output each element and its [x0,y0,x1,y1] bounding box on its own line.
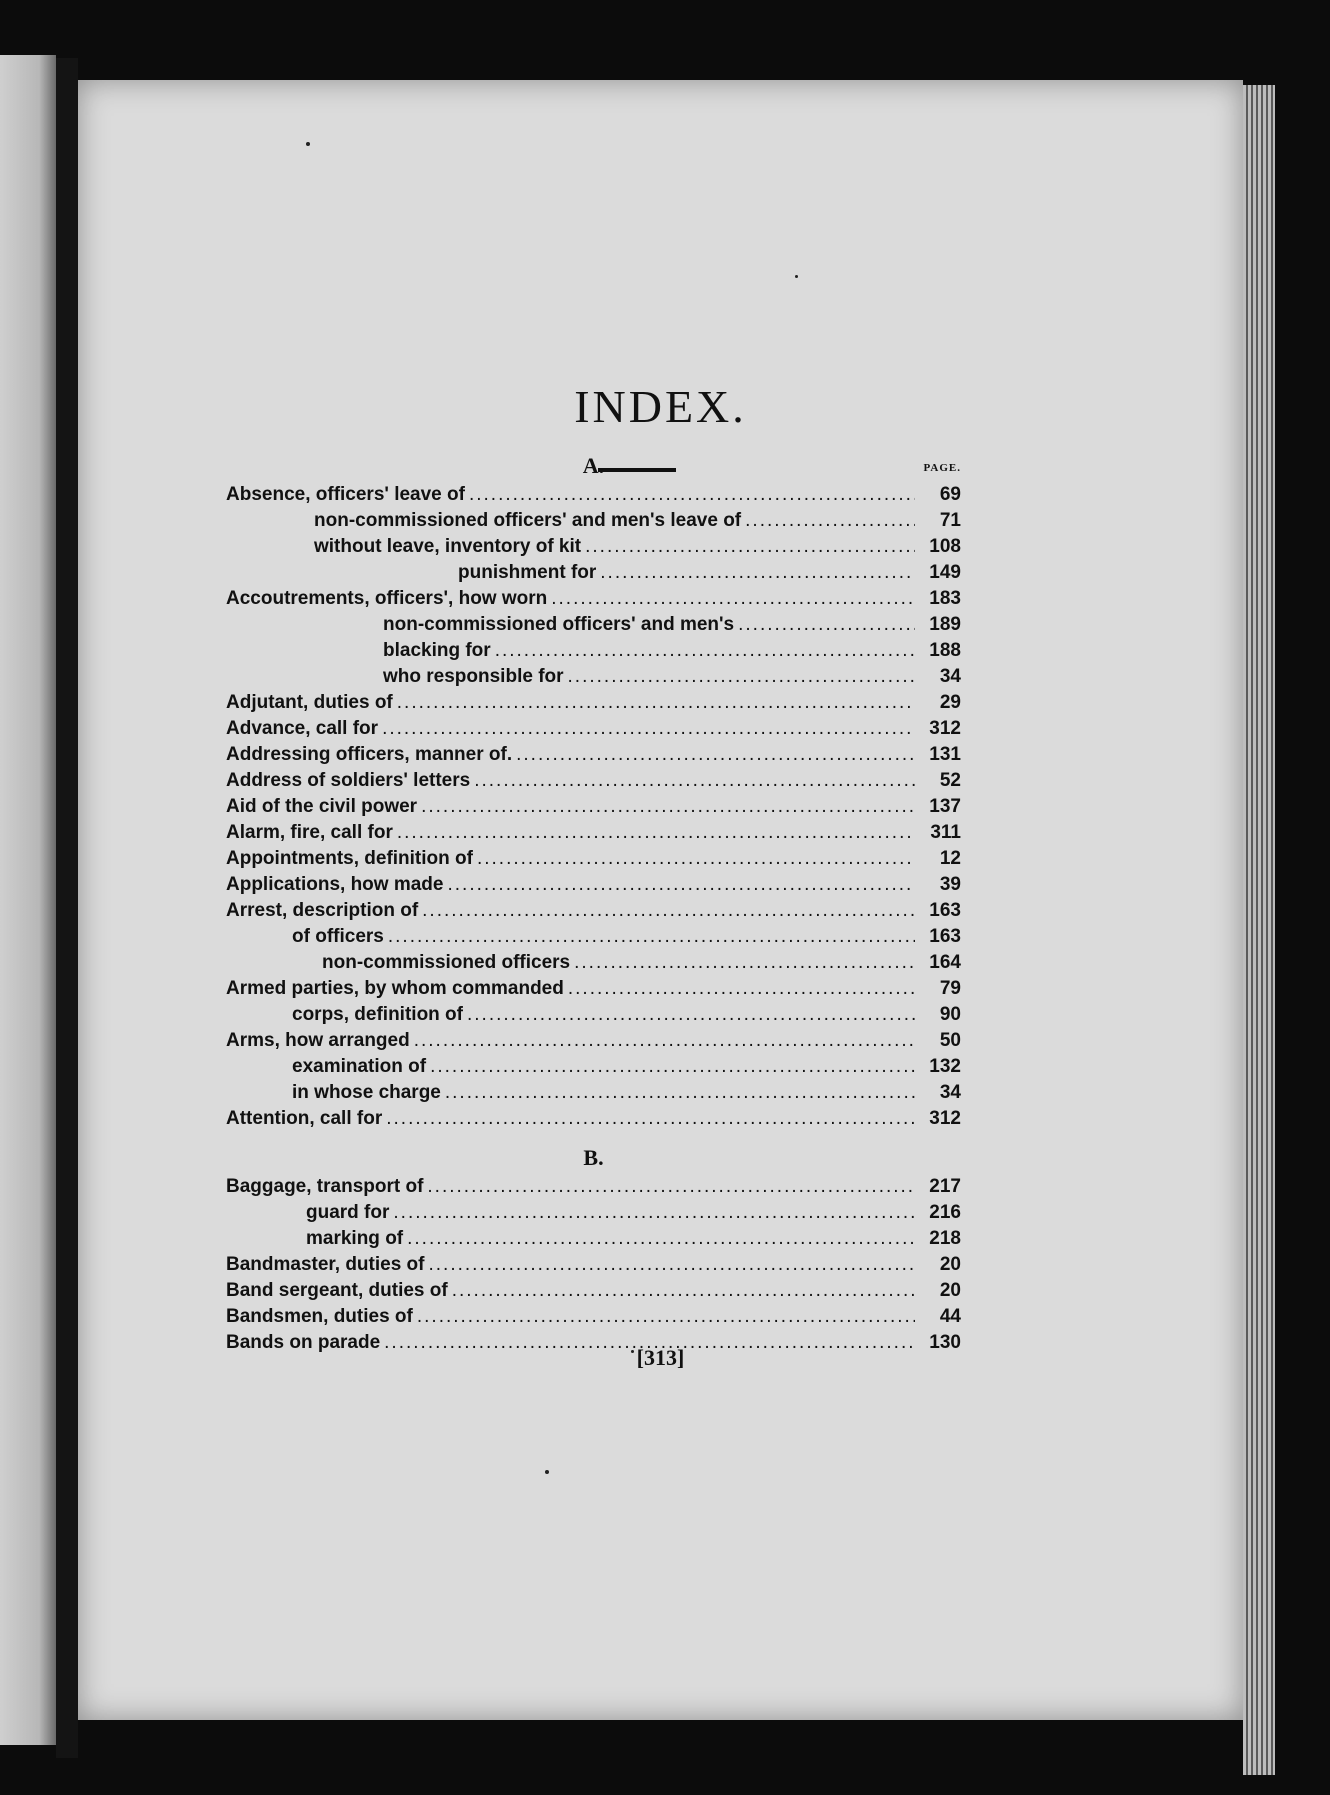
index-entry [226,1278,961,1304]
ink-speck [306,142,310,146]
dot-leader [386,1106,915,1132]
index-entry [226,872,961,898]
entry-page-number: 20 [939,1254,961,1275]
entry-page-number: 131 [929,744,961,765]
index-entry [226,560,961,586]
entry-page-number: 79 [939,978,961,999]
dot-leader [568,664,915,690]
entry-text: Alarm, fire, call for [226,822,393,843]
dot-leader [477,846,915,872]
index-entry [226,1226,961,1252]
index-entry [226,1002,961,1028]
entry-page-number: 12 [939,848,961,869]
entry-page-number: 44 [939,1306,961,1327]
entry-text: Bandmaster, duties of [226,1254,425,1275]
page-column-label: PAGE. [923,462,961,474]
section-letter: A. [582,453,605,478]
entry-page-number: 311 [930,822,961,843]
dot-leader [574,950,915,976]
entry-text: Baggage, transport of [226,1176,424,1197]
index-entry [226,482,961,508]
facing-page-edge [0,55,56,1745]
entry-page-number: 216 [929,1202,961,1223]
dot-leader [551,586,915,612]
dot-leader [407,1226,915,1252]
entry-text: without leave, inventory of kit [314,536,582,557]
dot-leader [600,560,915,586]
entry-text: of officers [292,926,384,947]
entry-page-number: 130 [929,1332,961,1353]
dot-leader [745,508,915,534]
dot-leader [430,1054,915,1080]
entry-page-number: 50 [939,1030,961,1051]
entry-page-number: 188 [929,640,961,661]
entry-text: non-commissioned officers' and men's [383,614,735,635]
dot-leader [585,534,915,560]
index-entry [226,820,961,846]
section-heading-a [226,450,961,482]
index-entry [226,1028,961,1054]
entry-page-number: 189 [929,614,961,635]
dot-leader [495,638,915,664]
index-entry [226,1174,961,1200]
entry-page-number: 29 [939,692,961,713]
dot-leader [429,1252,916,1278]
ink-speck [795,275,798,278]
index-entry [226,1106,961,1132]
page-edges [1243,85,1275,1775]
entry-text: Absence, officers' leave of [226,484,465,505]
entry-page-number: 39 [939,874,961,895]
index-entry [226,742,961,768]
entry-page-number: 132 [929,1056,961,1077]
entry-page-number: 137 [929,796,961,817]
entry-text: corps, definition of [292,1004,463,1025]
index-entry [226,768,961,794]
entry-text: Accoutrements, officers', how worn [226,588,548,609]
entry-page-number: 71 [939,510,961,531]
entry-page-number: 164 [929,952,961,973]
dot-leader [422,898,915,924]
entry-text: Bandsmen, duties of [226,1306,413,1327]
entry-page-number: 163 [929,926,961,947]
entry-text: Arrest, description of [226,900,419,921]
index-entry [226,976,961,1002]
index-entry [226,586,961,612]
dot-leader [469,482,915,508]
index-page [78,80,1243,1720]
entry-page-number: 312 [929,718,961,739]
entry-text: Appointments, definition of [226,848,473,869]
index-entry [226,508,961,534]
entry-page-number: 34 [939,666,961,687]
entry-text: marking of [306,1228,404,1249]
index-entry [226,716,961,742]
book-gutter [56,58,78,1758]
index-entry [226,1080,961,1106]
entry-text: in whose charge [292,1082,441,1103]
index-entry [226,924,961,950]
index-entry [226,898,961,924]
entry-page-number: 34 [939,1082,961,1103]
entry-page-number: 90 [939,1004,961,1025]
entry-text: Attention, call for [226,1108,383,1129]
section-letter: B. [583,1145,604,1170]
index-entry [226,690,961,716]
ink-speck [545,1470,549,1474]
entry-text: Armed parties, by whom commanded [226,978,564,999]
entry-text: Arms, how arranged [226,1030,410,1051]
entry-text: guard for [306,1202,390,1223]
entry-text: non-commissioned officers' and men's leave of [314,510,742,531]
entry-text: examination of [292,1056,427,1077]
entry-text: Applications, how made [226,874,444,895]
dot-leader [421,794,915,820]
entry-page-number: 218 [929,1228,961,1249]
entry-page-number: 312 [929,1108,961,1129]
entry-text: punishment for [458,562,597,583]
index-entry [226,846,961,872]
dot-leader [474,768,915,794]
index-entry [226,1054,961,1080]
entry-text: Addressing officers, manner of. [226,744,513,765]
page-folio-number: [313] [636,1345,685,1370]
entry-text: who responsible for [383,666,564,687]
entry-page-number: 108 [929,536,961,557]
entry-page-number: 52 [939,770,961,791]
index-entry [226,534,961,560]
dot-leader [382,716,915,742]
dot-leader [467,1002,915,1028]
dot-leader [568,976,915,1002]
entry-text: Advance, call for [226,718,379,739]
dot-leader [393,1200,915,1226]
entry-text: Aid of the civil power [226,796,418,817]
index-entry [226,794,961,820]
dot-leader [417,1304,915,1330]
entry-page-number: 20 [939,1280,961,1301]
entry-text: non-commissioned officers [322,952,571,973]
section-heading-b [226,1142,961,1174]
dot-leader [427,1174,915,1200]
dot-leader [445,1080,915,1106]
index-entries [226,450,961,1356]
entry-page-number: 69 [939,484,961,505]
entry-page-number: 183 [929,588,961,609]
dot-leader [738,612,915,638]
dot-leader [388,924,915,950]
dot-leader [397,820,915,846]
index-entry [226,1252,961,1278]
entry-page-number: 149 [929,562,961,583]
entry-text: blacking for [383,640,491,661]
dot-leader [516,742,915,768]
dot-leader [452,1278,915,1304]
index-entry [226,612,961,638]
entry-page-number: 163 [929,900,961,921]
entry-page-number: 217 [929,1176,961,1197]
entry-text: Address of soldiers' letters [226,770,471,791]
entry-text: Band sergeant, duties of [226,1280,448,1301]
index-entry [226,664,961,690]
entry-text: Adjutant, duties of [226,692,393,713]
index-entry [226,1200,961,1226]
index-entry [226,638,961,664]
index-title: INDEX. [574,381,747,432]
index-entry [226,950,961,976]
entry-text: Bands on parade [226,1332,381,1353]
dot-leader [447,872,915,898]
index-entry [226,1304,961,1330]
dot-leader [397,690,915,716]
dot-leader [414,1028,915,1054]
